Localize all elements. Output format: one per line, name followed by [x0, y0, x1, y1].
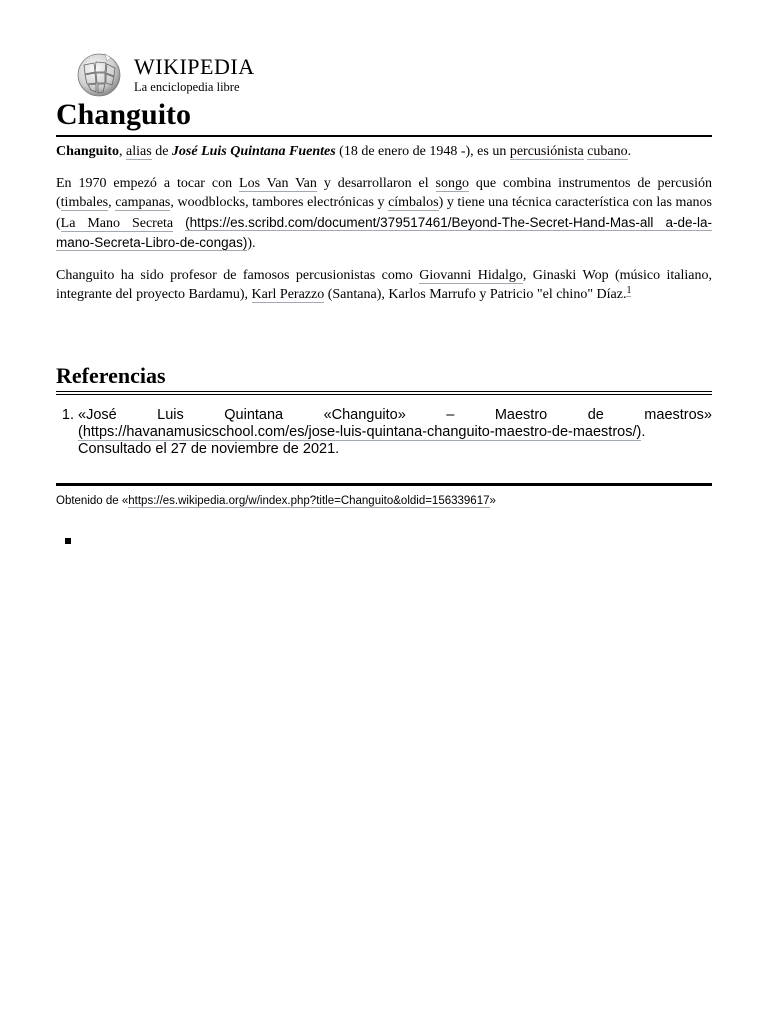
wikipedia-wordmark: WIKIPEDIA — [134, 54, 255, 79]
reference-item — [78, 407, 712, 458]
text: (Santana), Karlos Marrufo y Patricio "el chino" Díaz. — [324, 287, 627, 303]
text: ). — [247, 235, 256, 251]
text: , — [108, 195, 116, 211]
wikipedia-tagline: La enciclopedia libre — [134, 80, 240, 94]
link-alias[interactable]: alias — [126, 144, 152, 159]
text: ) y tiene una técnica característica con las manos ( — [56, 195, 713, 231]
link-percusionista[interactable]: percusiónista — [509, 144, 584, 159]
retrieved-from — [56, 493, 496, 509]
text: , woodblocks, tambores electrónicas y — [170, 195, 389, 211]
references-heading: Referencias — [56, 362, 712, 395]
link-karl-perazzo[interactable]: Karl Perazzo — [251, 287, 325, 303]
paragraph-teaching — [56, 266, 712, 304]
text: de — [151, 144, 172, 159]
full-name: José Luis Quintana Fuentes — [171, 144, 336, 159]
link-timbales[interactable]: timbales — [60, 195, 109, 211]
references-list — [56, 407, 712, 458]
text: (18 de enero de 1948 -), es un — [335, 144, 510, 159]
text: que combina instrumentos de percusión ( — [56, 176, 712, 211]
reference-url-link[interactable]: (https://havanamusicschool.com/es/jose-luis-quintana-changuito-maestro-de-maestros/) — [78, 424, 642, 440]
link-scribd-url[interactable]: (https://es.scribd.com/document/379517461/Beyond-The-Secret-Hand-Mas-all a-de-la-mano-Secreta-Libro-de-congas) — [56, 214, 713, 250]
text: , Ginaski Wop (músico italiano, integrante del proyecto Bardamu), — [56, 268, 713, 303]
wikipedia-globe-logo[interactable] — [74, 52, 124, 98]
article-body — [56, 142, 712, 317]
reference-marker[interactable]: 1 — [626, 284, 632, 296]
text: Obtenido de « — [56, 495, 129, 507]
permanent-link[interactable]: https://es.wikipedia.org/w/index.php?title=Changuito&oldid=156339617 — [128, 495, 490, 507]
text: . — [627, 144, 632, 159]
reference-title: «José Luis Quintana «Changuito» – Maestro de maestros» — [78, 407, 712, 423]
paragraph-intro — [56, 142, 712, 161]
text: » — [489, 495, 496, 507]
link-los-van-van[interactable]: Los Van Van — [239, 176, 317, 192]
link-la-mano-secreta[interactable]: La Mano Secreta — [60, 215, 174, 231]
text: y desarrollaron el — [316, 176, 436, 192]
link-cubano[interactable]: cubano — [587, 144, 628, 159]
footer-divider — [56, 483, 712, 486]
text: Changuito ha sido profesor de famosos percusionistas como — [56, 268, 420, 284]
bullet-marker — [65, 538, 71, 544]
link-songo[interactable]: songo — [435, 176, 469, 192]
text: En 1970 empezó a tocar con — [56, 176, 240, 192]
link-campanas[interactable]: campanas — [115, 195, 171, 211]
site-header[interactable] — [74, 52, 374, 98]
paragraph-career — [56, 174, 712, 253]
page-title: Changuito — [56, 96, 712, 137]
article-subject: Changuito — [56, 144, 120, 159]
text — [173, 216, 185, 231]
link-cimbalos[interactable]: címbalos — [388, 195, 439, 211]
link-giovanni-hidalgo[interactable]: Giovanni Hidalgo — [419, 268, 523, 284]
text: , — [119, 144, 127, 159]
reference-consulted: . Consultado el 27 de noviembre de 2021. — [78, 424, 646, 457]
